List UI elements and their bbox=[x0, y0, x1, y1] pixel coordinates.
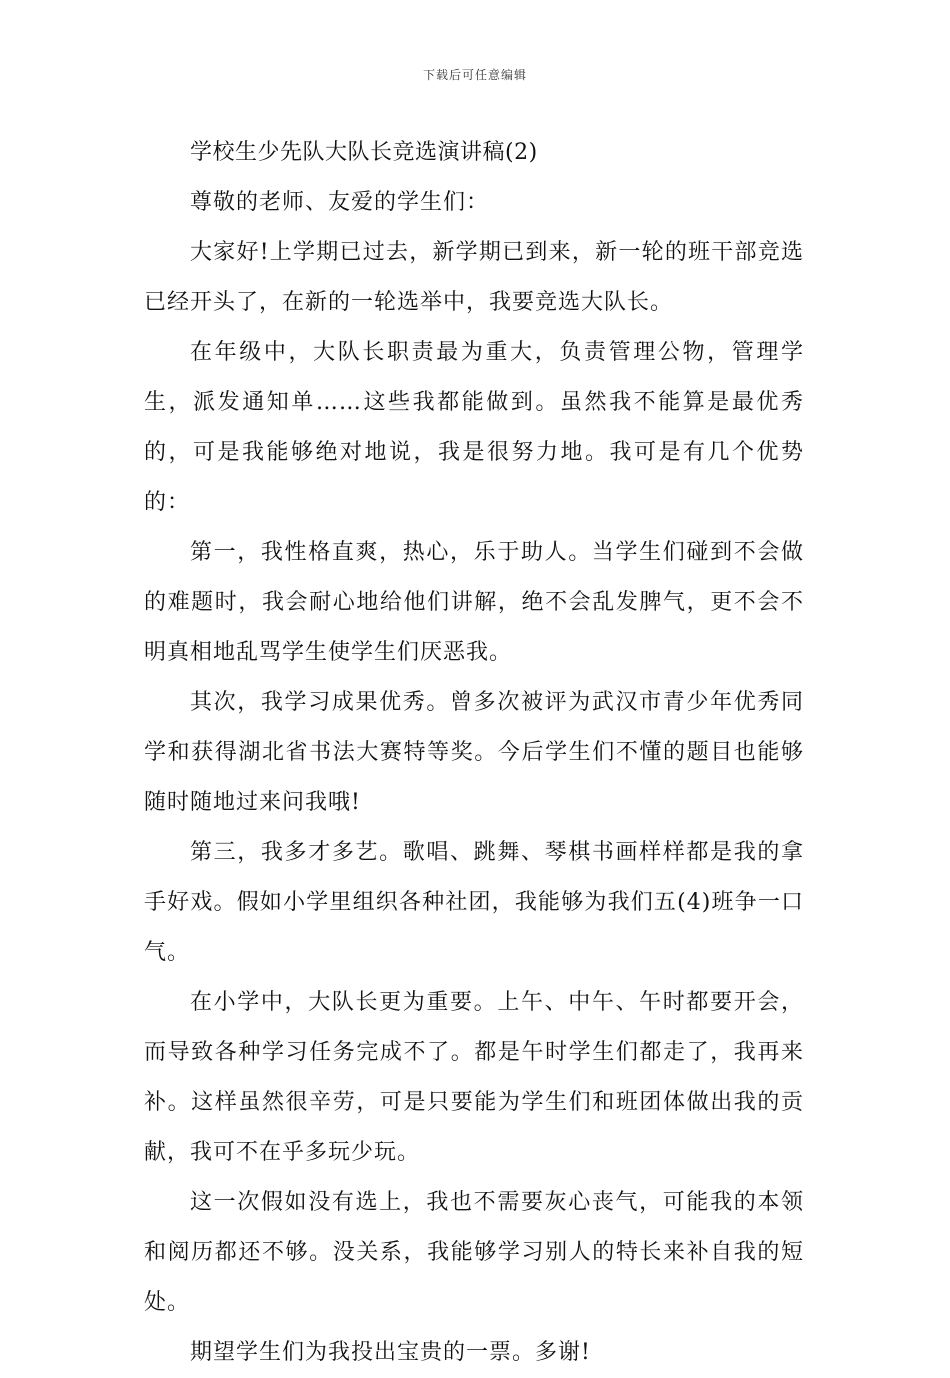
paragraph-first-advantage: 第一，我性格直爽，热心，乐于助人。当学生们碰到不会做的难题时，我会耐心地给他们讲解，绝不会乱发脾气，更不会不明真相地乱骂学生使学生们厌恶我。 bbox=[144, 540, 804, 665]
paragraph-third-advantage: 第三，我多才多艺。歌唱、跳舞、琴棋书画样样都是我的拿手好戏。假如小学里组织各种社团，我能够为我们五(4)班争一口气。 bbox=[144, 840, 804, 965]
paragraph-importance: 在小学中，大队长更为重要。上午、中午、午时都要开会，而导致各种学习任务完成不了。都是午时学生们都走了，我再来补。这样虽然很辛劳，可是只要能为学生们和班团体做出我的贡献，我可不在乎多玩少玩。 bbox=[144, 990, 804, 1165]
paragraph-closing: 期望学生们为我投出宝贵的一票。多谢! bbox=[190, 1340, 591, 1365]
paragraph-greeting: 尊敬的老师、友爱的学生们： bbox=[190, 190, 490, 215]
paragraph-intro: 大家好!上学期已过去，新学期已到来，新一轮的班干部竞选已经开头了，在新的一轮选举中，我要竞选大队长。 bbox=[144, 240, 804, 315]
paragraph-if-not-elected: 这一次假如没有选上，我也不需要灰心丧气，可能我的本领和阅历都还不够。没关系，我能够学习别人的特长来补自我的短处。 bbox=[144, 1190, 804, 1315]
header-note: 下载后可任意编辑 bbox=[422, 68, 527, 82]
document-body bbox=[144, 128, 804, 1378]
paragraph-second-advantage: 其次，我学习成果优秀。曾多次被评为武汉市青少年优秀同学和获得湖北省书法大赛特等奖。今后学生们不懂的题目也能够随时随地过来问我哦! bbox=[144, 690, 804, 815]
document-title: 学校生少先队大队长竞选演讲稿(2) bbox=[190, 140, 538, 165]
paragraph-duties: 在年级中，大队长职责最为重大，负责管理公物，管理学生，派发通知单……这些我都能做到。虽然我不能算是最优秀的，可是我能够绝对地说，我是很努力地。我可是有几个优势的： bbox=[144, 340, 804, 515]
